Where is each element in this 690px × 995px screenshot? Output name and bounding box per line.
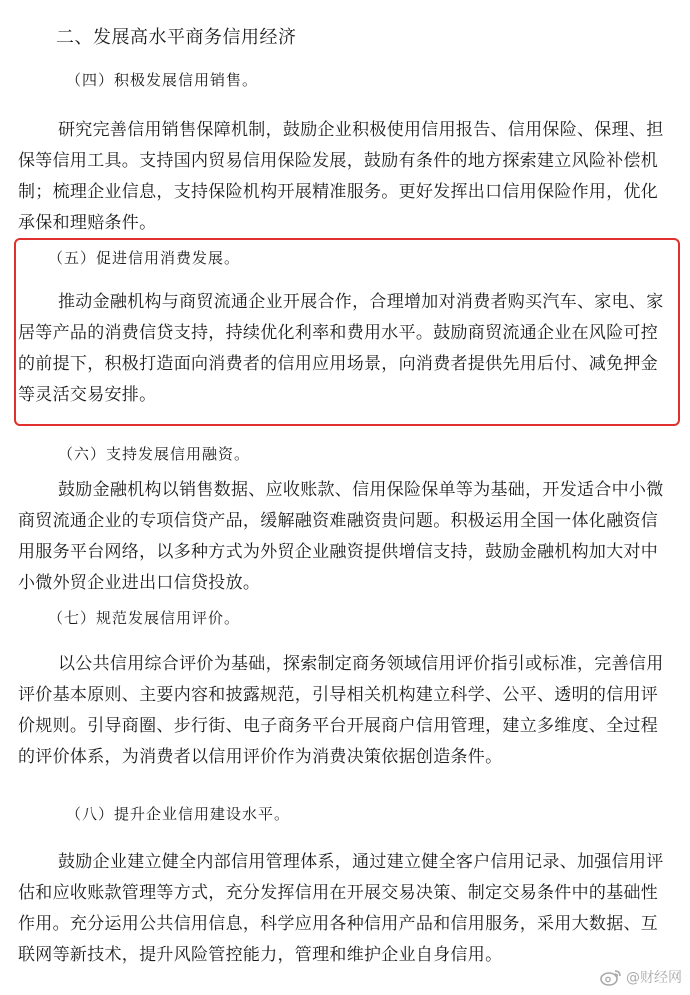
- subsection-title-8: （八）提升企业信用建设水平。: [66, 805, 291, 823]
- paragraph-line: 居等产品的消费信贷支持，持续优化利率和费用水平。鼓励商贸流通企业在风险可控: [18, 323, 659, 343]
- paragraph-line: 价规则。引导商圈、步行街、电子商务平台开展商户信用管理，建立多维度、全过程: [18, 716, 659, 736]
- paragraph-line: 制；梳理企业信息，支持保险机构开展精准服务。更好发挥出口信用保险作用，优化: [18, 182, 659, 202]
- section-heading: 二、发展高水平商务信用经济: [56, 27, 297, 48]
- watermark-text: @财经网: [626, 970, 682, 986]
- paragraph-line: 承保和理赔条件。: [18, 213, 157, 233]
- paragraph-line: 的前提下，积极打造面向消费者的信用应用场景，向消费者提供先用后付、减免押金: [18, 354, 659, 374]
- paragraph-line: 鼓励金融机构以销售数据、应收账款、信用保险保单等为基础，开发适合中小微: [58, 480, 664, 500]
- paragraph-line: 作用。充分运用公共信用信息，科学应用各种信用产品和信用服务，采用大数据、互: [18, 914, 659, 934]
- watermark: [600, 967, 682, 987]
- paragraph-line: 小微外贸企业进出口信贷投放。: [18, 573, 261, 593]
- weibo-icon: [600, 968, 622, 986]
- paragraph-line: 以公共信用综合评价为基础，探索制定商务领域信用评价指引或标准，完善信用: [58, 654, 664, 674]
- paragraph-line: 商贸流通企业的专项信贷产品，缓解融资难融资贵问题。积极运用全国一体化融资信: [18, 511, 659, 531]
- paragraph-line: 保等信用工具。支持国内贸易信用保险发展，鼓励有条件的地方探索建立风险补偿机: [18, 151, 659, 171]
- subsection-title-6: （六）支持发展信用融资。: [58, 445, 251, 463]
- paragraph-line: 等灵活交易安排。: [18, 385, 157, 405]
- paragraph-line: 评价基本原则、主要内容和披露规范，引导相关机构建立科学、公平、透明的信用评: [18, 685, 659, 705]
- paragraph-line: 用服务平台网络，以多种方式为外贸企业融资提供增信支持，鼓励金融机构加大对中: [18, 542, 659, 562]
- paragraph-line: 研究完善信用销售保障机制，鼓励企业积极使用信用报告、信用保险、保理、担: [58, 120, 664, 140]
- subsection-title-7: （七）规范发展信用评价。: [48, 609, 241, 627]
- paragraph-line: 估和应收账款管理等方式，充分发挥信用在开展交易决策、制定交易条件中的基础性: [18, 883, 659, 903]
- paragraph-line: 推动金融机构与商贸流通企业开展合作，合理增加对消费者购买汽车、家电、家: [58, 292, 664, 312]
- subsection-title-5: （五）促进信用消费发展。: [48, 249, 241, 267]
- paragraph-line: 的评价体系，为消费者以信用评价作为消费决策依据创造条件。: [18, 747, 503, 767]
- subsection-title-4: （四）积极发展信用销售。: [66, 71, 259, 89]
- paragraph-line: 联网等新技术，提升风险管控能力，管理和维护企业自身信用。: [18, 945, 503, 965]
- paragraph-line: 鼓励企业建立健全内部信用管理体系，通过建立健全客户信用记录、加强信用评: [58, 852, 664, 872]
